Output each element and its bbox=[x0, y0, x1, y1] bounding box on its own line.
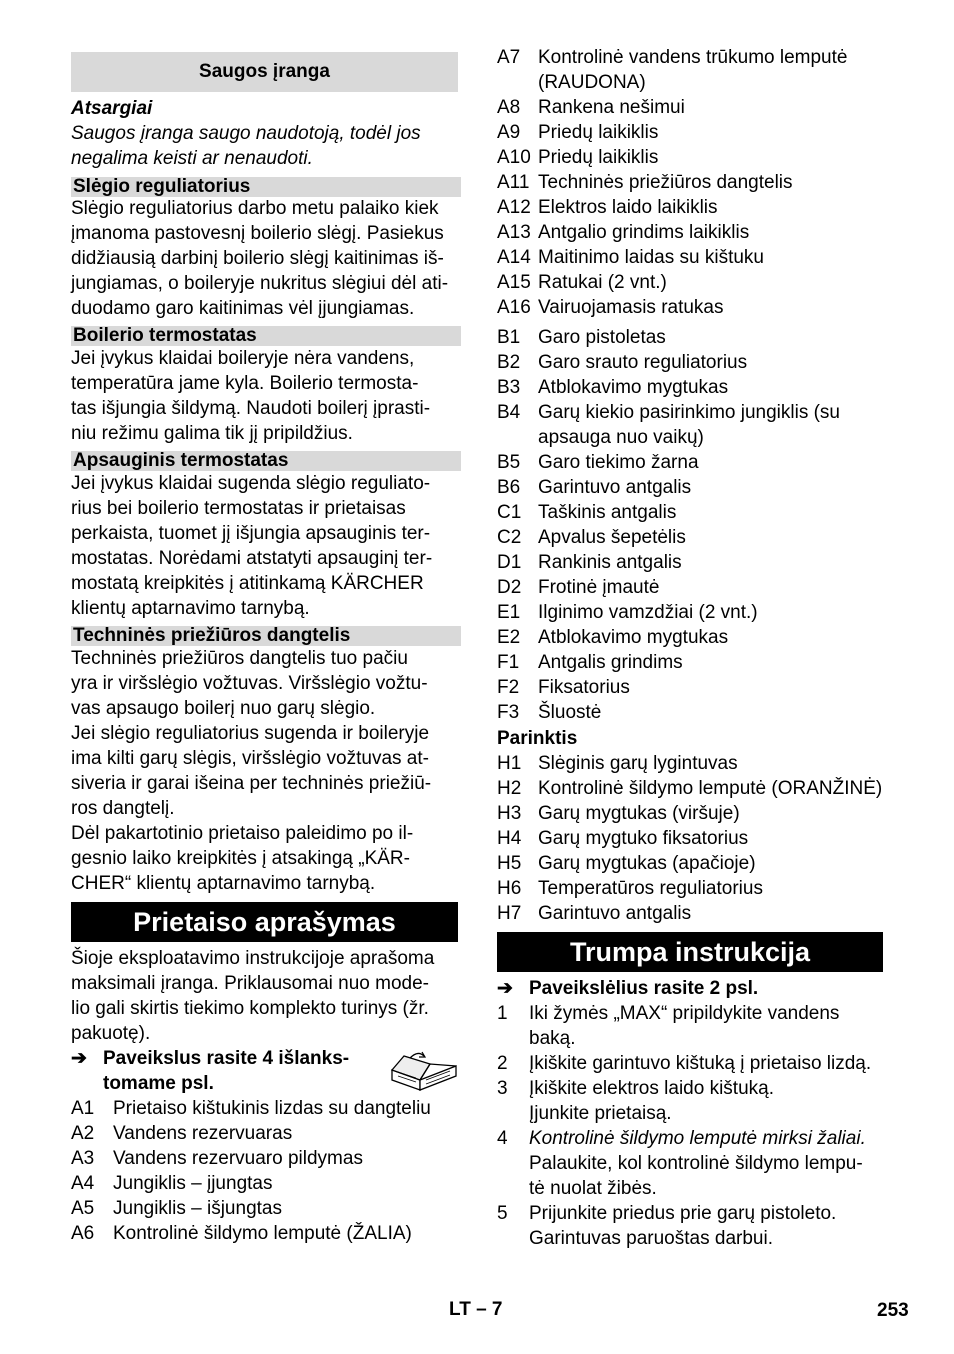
list-item bbox=[497, 751, 897, 776]
item-text: Garo tiekimo žarna bbox=[538, 452, 699, 473]
quick-steps bbox=[497, 1001, 889, 1251]
list-item bbox=[497, 245, 897, 270]
list-item bbox=[497, 120, 897, 145]
item-code: H6 bbox=[497, 878, 522, 899]
item-code: B1 bbox=[497, 327, 521, 348]
quick-guide-header: Trumpa instrukcija bbox=[497, 932, 883, 972]
boiler-thermostat-title: Boilerio termostatas bbox=[71, 326, 461, 346]
item-text: Jungiklis – įjungtas bbox=[113, 1173, 273, 1194]
item-code: A8 bbox=[497, 97, 521, 118]
item-text: Garo srauto reguliatorius bbox=[538, 352, 748, 373]
item-code: A5 bbox=[71, 1198, 95, 1219]
item-text: Apvalus šepetėlis bbox=[538, 527, 686, 548]
footer-language-page: LT – 7 bbox=[449, 1299, 503, 1320]
item-code: E2 bbox=[497, 627, 521, 648]
item-text: Vandens rezervuaras bbox=[113, 1123, 293, 1144]
item-text: Priedų laikiklis bbox=[538, 122, 659, 143]
component-list-b bbox=[497, 325, 897, 725]
item-text: Kontrolinė šildymo lemputė (ŽALIA) bbox=[113, 1223, 412, 1244]
item-code: A1 bbox=[71, 1098, 95, 1119]
item-code: H3 bbox=[497, 803, 522, 824]
item-text: Garintuvo antgalis bbox=[538, 477, 692, 498]
item-text: Prietaiso kištukinis lizdas su dangteliu bbox=[113, 1098, 431, 1119]
step-text: Iki žymės „MAX“ pripildykite vandens baką. bbox=[529, 1003, 840, 1049]
list-item bbox=[497, 170, 897, 195]
safety-section-header: Saugos įranga bbox=[71, 52, 458, 92]
item-code: H7 bbox=[497, 903, 522, 924]
list-item bbox=[71, 1121, 463, 1146]
item-text: Garų mygtuko fiksatorius bbox=[538, 828, 749, 849]
item-text: Antgalio grindims laikiklis bbox=[538, 222, 750, 243]
item-text: Rankinis antgalis bbox=[538, 552, 682, 573]
item-code: C1 bbox=[497, 502, 522, 523]
item-text: Elektros laido laikiklis bbox=[538, 197, 718, 218]
list-item bbox=[497, 350, 897, 375]
item-text: Antgalis grindims bbox=[538, 652, 683, 673]
step-number: 3 bbox=[497, 1078, 508, 1099]
item-code: F1 bbox=[497, 652, 520, 673]
step-text: Prijunkite priedus prie garų pistoleto. Garintuvas paruoštas darbui. bbox=[529, 1203, 837, 1249]
item-code: A15 bbox=[497, 272, 531, 293]
item-text: Garų mygtukas (viršuje) bbox=[538, 803, 740, 824]
step-text: Palaukite, kol kontrolinė šildymo lempu- tė nuolat žibės. bbox=[529, 1153, 863, 1199]
step-item bbox=[497, 1076, 889, 1126]
fold-out-page-icon bbox=[390, 1050, 458, 1092]
arrow-right-icon: ➔ bbox=[71, 1048, 87, 1069]
item-code: D1 bbox=[497, 552, 522, 573]
step-item bbox=[497, 1051, 889, 1076]
item-code: B4 bbox=[497, 402, 521, 423]
step-item bbox=[497, 1001, 889, 1051]
pressure-regulator-text: Slėgio reguliatorius darbo metu palaiko kiek įmanoma pastovesnį boilerio slėgį. Pasiekus didžiausią darbinį boilerio slėgį kaitinimas iš- jungiamas, o boileryje nukritus slėgiui dėl ati- duodamo garo kaitinimas vėl įjungiamas. bbox=[71, 198, 449, 319]
list-item bbox=[497, 776, 897, 801]
list-item bbox=[497, 550, 897, 575]
item-text: Taškinis antgalis bbox=[538, 502, 677, 523]
step-italic-text: Kontrolinė šildymo lemputė mirksi žaliai. bbox=[529, 1128, 866, 1149]
boiler-thermostat-text: Jei įvykus klaidai boileryje nėra vandens, temperatūra jame kyla. Boilerio termosta- tas išjungia šildymą. Naudoti boilerį įprasti- niu režimu galima tik jį pripildžius. bbox=[71, 348, 431, 444]
list-item bbox=[71, 1221, 463, 1246]
item-code: B6 bbox=[497, 477, 521, 498]
device-description-header: Prietaiso aprašymas bbox=[71, 902, 458, 942]
list-item bbox=[497, 270, 897, 295]
list-item bbox=[497, 400, 897, 450]
item-text: Šluostė bbox=[538, 702, 602, 723]
item-code: E1 bbox=[497, 602, 521, 623]
item-text: Kontrolinė šildymo lemputė (ORANŽINĖ) bbox=[538, 778, 883, 799]
list-item bbox=[71, 1196, 463, 1221]
list-item bbox=[497, 675, 897, 700]
item-code: A7 bbox=[497, 47, 521, 68]
item-code: H4 bbox=[497, 828, 522, 849]
pressure-regulator-title: Slėgio reguliatorius bbox=[71, 177, 461, 197]
item-text: Ilginimo vamzdžiai (2 vnt.) bbox=[538, 602, 758, 623]
figure-reference-text: Paveikslus rasite 4 išlanks- tomame psl. bbox=[103, 1048, 350, 1094]
item-code: F3 bbox=[497, 702, 520, 723]
item-text: Garo pistoletas bbox=[538, 327, 666, 348]
step-body bbox=[529, 1126, 866, 1201]
step-item bbox=[497, 1126, 889, 1201]
maintenance-cover-title: Techninės priežiūros dangtelis bbox=[71, 626, 461, 646]
item-code: A13 bbox=[497, 222, 531, 243]
item-code: B3 bbox=[497, 377, 521, 398]
caution-title: Atsargiai bbox=[71, 98, 153, 119]
quick-figure-reference bbox=[497, 976, 897, 1001]
item-text: Rankena nešimui bbox=[538, 97, 685, 118]
item-code: A3 bbox=[71, 1148, 95, 1169]
list-item bbox=[497, 826, 897, 851]
item-code: C2 bbox=[497, 527, 522, 548]
item-code: A11 bbox=[497, 172, 530, 193]
item-text: Ratukai (2 vnt.) bbox=[538, 272, 667, 293]
item-code: A16 bbox=[497, 297, 531, 318]
list-item bbox=[497, 95, 897, 120]
device-description-text: Šioje eksploatavimo instrukcijoje aprašoma maksimali įranga. Priklausomai nuo mode- lio gali skirtis tiekimo komplekto turinys (žr. pakuotę). bbox=[71, 948, 435, 1044]
item-code: A12 bbox=[497, 197, 531, 218]
item-code: D2 bbox=[497, 577, 522, 598]
list-item bbox=[497, 45, 897, 95]
list-item bbox=[497, 375, 897, 400]
item-text: Temperatūros reguliatorius bbox=[538, 878, 763, 899]
item-code: A14 bbox=[497, 247, 531, 268]
component-list-a bbox=[497, 45, 897, 320]
list-item bbox=[497, 876, 897, 901]
item-text: Frotinė įmautė bbox=[538, 577, 660, 598]
item-code: F2 bbox=[497, 677, 520, 698]
item-code: A4 bbox=[71, 1173, 95, 1194]
item-code: A9 bbox=[497, 122, 521, 143]
item-code: A2 bbox=[71, 1123, 95, 1144]
item-text: Slėginis garų lygintuvas bbox=[538, 753, 738, 774]
list-item bbox=[497, 851, 897, 876]
quick-figure-reference-text: Paveikslėlius rasite 2 psl. bbox=[529, 978, 759, 999]
item-text: Fiksatorius bbox=[538, 677, 630, 698]
arrow-right-icon: ➔ bbox=[497, 978, 513, 999]
list-item bbox=[497, 295, 897, 320]
item-text: Maitinimo laidas su kištuku bbox=[538, 247, 764, 268]
list-item bbox=[497, 700, 897, 725]
list-item bbox=[71, 1146, 463, 1171]
step-body bbox=[529, 1001, 839, 1051]
item-code: H5 bbox=[497, 853, 522, 874]
step-number: 1 bbox=[497, 1003, 508, 1024]
item-text: Techninės priežiūros dangtelis bbox=[538, 172, 793, 193]
step-number: 4 bbox=[497, 1128, 508, 1149]
step-number: 2 bbox=[497, 1053, 508, 1074]
item-text: Vandens rezervuaro pildymas bbox=[113, 1148, 363, 1169]
page-number: 253 bbox=[877, 1300, 909, 1321]
list-item bbox=[497, 145, 897, 170]
item-text: Priedų laikiklis bbox=[538, 147, 659, 168]
step-text: Įkiškite elektros laido kištuką. Įjunkite prietaisą. bbox=[529, 1078, 774, 1124]
list-item bbox=[497, 475, 897, 500]
item-text: Atblokavimo mygtukas bbox=[538, 627, 729, 648]
component-list-options bbox=[497, 751, 897, 926]
list-item bbox=[71, 1096, 463, 1121]
item-code: B5 bbox=[497, 452, 521, 473]
list-item bbox=[497, 625, 897, 650]
step-number: 5 bbox=[497, 1203, 508, 1224]
step-body bbox=[529, 1051, 871, 1076]
item-code: H2 bbox=[497, 778, 522, 799]
component-list-left bbox=[71, 1096, 463, 1246]
list-item bbox=[497, 220, 897, 245]
list-item bbox=[497, 575, 897, 600]
item-text: Kontrolinė vandens trūkumo lemputė (RAUDONA) bbox=[538, 47, 848, 93]
figure-reference bbox=[71, 1046, 371, 1096]
item-code: H1 bbox=[497, 753, 522, 774]
item-text: Atblokavimo mygtukas bbox=[538, 377, 729, 398]
list-item bbox=[71, 1171, 463, 1196]
step-text: Įkiškite garintuvo kištuką į prietaiso lizdą. bbox=[529, 1053, 872, 1074]
item-code: A10 bbox=[497, 147, 531, 168]
item-text: Garų mygtukas (apačioje) bbox=[538, 853, 756, 874]
list-item bbox=[497, 500, 897, 525]
caution-text: Saugos įranga saugo naudotoją, todėl jos negalima keisti ar nenaudoti. bbox=[71, 123, 421, 169]
item-text: Jungiklis – išjungtas bbox=[113, 1198, 282, 1219]
step-item bbox=[497, 1201, 889, 1251]
step-body bbox=[529, 1201, 836, 1251]
list-item bbox=[497, 901, 897, 926]
list-item bbox=[497, 195, 897, 220]
list-item bbox=[497, 650, 897, 675]
item-text: Vairuojamasis ratukas bbox=[538, 297, 724, 318]
maintenance-cover-text: Techninės priežiūros dangtelis tuo pačiu yra ir viršslėgio vožtuvas. Viršslėgio vožtu- vas apsaugo boilerį nuo garų slėgio. Jei slėgio reguliatorius sugenda ir boileryje ima kilti garų slėgis, viršslėgio vožtuvas at- siveria ir garai išeina per techninės priežiū- ros dangtelį. Dėl pakartotinio prietaiso paleidimo po il- gesnio laiko kreipkitės į atsakingą „KÄR- CHER“ klientų aptarnavimo tarnybą. bbox=[71, 648, 432, 894]
item-code: A6 bbox=[71, 1223, 95, 1244]
list-item bbox=[497, 450, 897, 475]
list-item bbox=[497, 325, 897, 350]
list-item bbox=[497, 801, 897, 826]
item-text: Garų kiekio pasirinkimo jungiklis (su apsauga nuo vaikų) bbox=[538, 402, 840, 448]
item-text: Garintuvo antgalis bbox=[538, 903, 692, 924]
list-item bbox=[497, 525, 897, 550]
list-item bbox=[497, 600, 897, 625]
safety-thermostat-text: Jei įvykus klaidai sugenda slėgio reguliato- rius bei boilerio termostatas ir prietaisas perkaista, tuomet jį išjungia apsauginis ter- mostatas. Norėdami atstatyti apsauginį ter- mostatą kreipkitės į atitinkamą KÄRCHER klientų aptarnavimo tarnybą. bbox=[71, 473, 433, 619]
step-body bbox=[529, 1076, 774, 1126]
safety-thermostat-title: Apsauginis termostatas bbox=[71, 451, 461, 471]
options-title: Parinktis bbox=[497, 728, 578, 749]
item-code: B2 bbox=[497, 352, 521, 373]
